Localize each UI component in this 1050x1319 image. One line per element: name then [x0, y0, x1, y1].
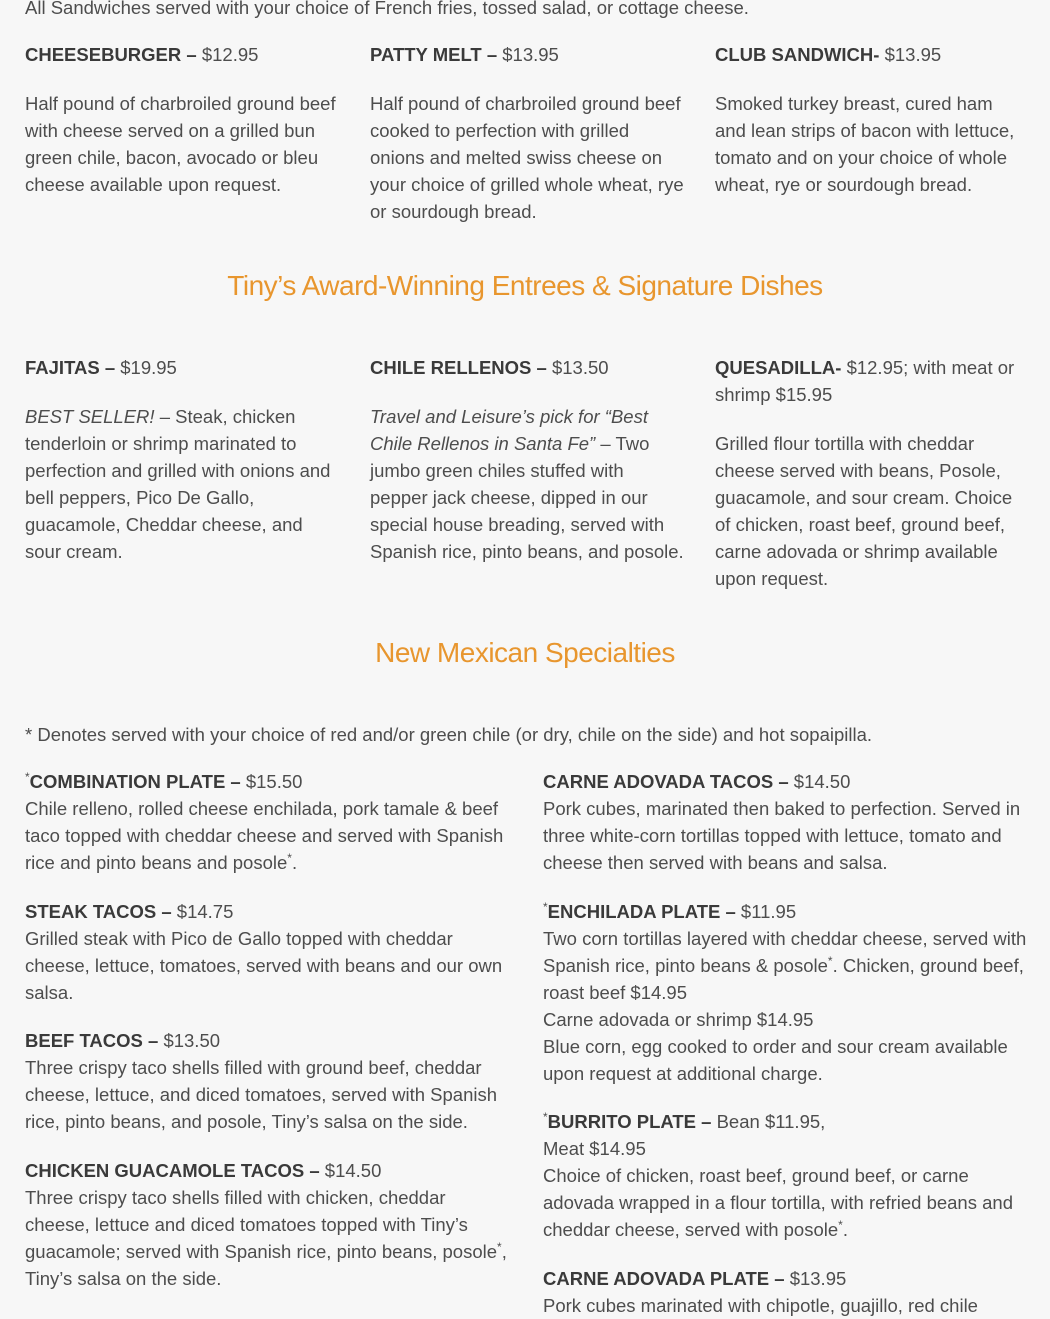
chile-marker: * — [543, 1110, 548, 1124]
item-description-tail: , Tiny’s salsa on the side. — [25, 1241, 507, 1289]
item-name: FAJITAS – — [25, 357, 116, 378]
item-description-tail: . — [291, 852, 298, 873]
item-price: $13.95 — [502, 44, 559, 65]
item-description: Pork cubes marinated with chipotle, guajillo, red chile — [543, 1295, 978, 1316]
item-description: Grilled flour tortilla with cheddar cheese served with beans, Posole, guacamole, and sour cream. Choice of chicken, roast beef, ground beef, carne adovada or shrimp available upon request. — [715, 433, 1013, 589]
item-price: $15.50 — [245, 771, 303, 792]
item-description: Two corn tortillas layered with cheddar cheese, served with Spanish rice, pinto beans & posole — [543, 928, 1027, 976]
item-description: Smoked turkey breast, cured ham and lean strips of bacon with lettuce, tomato and on your choice of whole wheat, rye or sourdough bread. — [715, 93, 1015, 195]
item-description-block — [370, 403, 685, 565]
item-price: $13.50 — [163, 1030, 221, 1051]
item-option-line: Blue corn, egg cooked to order and sour cream available upon request at additional charge. — [543, 1036, 1008, 1084]
section-heading-specialties: New Mexican Specialties — [375, 637, 675, 668]
menu-item-carne-adovada-plate — [543, 1265, 1028, 1319]
item-price: $14.75 — [176, 901, 234, 922]
item-name: CHEESEBURGER – — [25, 44, 197, 65]
menu-item-combination-plate — [25, 768, 510, 876]
menu-item-burrito-plate — [543, 1108, 1028, 1243]
menu-item-patty-melt — [370, 41, 685, 225]
specialties-note: * Denotes served with your choice of red and/or green chile (or dry, chile on the side) and hot sopaipilla. — [25, 724, 873, 745]
item-description: Chile relleno, rolled cheese enchilada, pork tamale & beef taco topped with cheddar cheese and served with Spanish rice and pinto beans and posole — [25, 798, 504, 873]
item-price: $12.95; with meat or shrimp $15.95 — [715, 357, 1015, 405]
item-price: $13.95 — [789, 1268, 847, 1289]
item-description: Half pound of charbroiled ground beef with cheese served on a grilled bun green chile, bacon, avocado or bleu cheese available upon request. — [25, 93, 336, 195]
menu-item-quesadilla — [715, 354, 1025, 592]
menu-item-chile-rellenos — [370, 354, 685, 565]
chile-marker: * — [838, 1218, 843, 1232]
item-name: CARNE ADOVADA PLATE – — [543, 1268, 785, 1289]
item-name: CARNE ADOVADA TACOS – — [543, 771, 789, 792]
menu-item-carne-adovada-tacos — [543, 768, 1028, 876]
item-name: CHILE RELLENOS – — [370, 357, 547, 378]
item-description: Half pound of charbroiled ground beef cooked to perfection with grilled onions and melted swiss cheese on your choice of grilled whole wheat, rye or sourdough bread. — [370, 93, 684, 222]
item-name: BEEF TACOS – — [25, 1030, 159, 1051]
item-name: QUESADILLA- — [715, 357, 842, 378]
item-description-block — [25, 403, 340, 565]
menu-item-enchilada-plate — [543, 898, 1028, 1087]
item-highlight: BEST SELLER! — [25, 406, 155, 427]
item-name: STEAK TACOS – — [25, 901, 172, 922]
item-price: $11.95 — [740, 901, 797, 922]
item-description: – Steak, chicken tenderloin or shrimp marinated to perfection and grilled with onions and bell peppers, Pico De Gallo, guacamole, Cheddar cheese, and sour cream. — [25, 406, 331, 562]
item-price: Bean $11.95, — [716, 1111, 826, 1132]
item-option-line: Carne adovada or shrimp $14.95 — [543, 1009, 814, 1030]
item-description: Grilled steak with Pico de Gallo topped with cheddar cheese, lettuce, tomatoes, served with beans and our own salsa. — [25, 928, 503, 1003]
item-price: $12.95 — [201, 44, 259, 65]
chile-marker: * — [287, 851, 292, 865]
item-description-tail: . — [842, 1219, 848, 1240]
item-name: CLUB SANDWICH- — [715, 44, 880, 65]
item-name: CHICKEN GUACAMOLE TACOS – — [25, 1160, 320, 1181]
menu-item-club-sandwich — [715, 41, 1025, 198]
item-description: Pork cubes, marinated then baked to perfection. Served in three white-corn tortillas topped with lettuce, tomato and cheese then served with beans and salsa. — [543, 798, 1021, 873]
item-price: $13.50 — [551, 357, 609, 378]
chile-marker: * — [497, 1240, 502, 1254]
section-heading-entrees: Tiny’s Award-Winning Entrees & Signature Dishes — [227, 270, 823, 301]
item-name: COMBINATION PLATE – — [29, 771, 241, 792]
item-description: Choice of chicken, roast beef, ground beef, or carne adovada wrapped in a flour tortilla, with refried beans and cheddar cheese, served with posole — [543, 1165, 1013, 1240]
item-name: BURRITO PLATE – — [547, 1111, 712, 1132]
menu-item-beef-tacos — [25, 1027, 510, 1135]
item-description: Three crispy taco shells filled with chicken, cheddar cheese, lettuce and diced tomatoes topped with Tiny’s guacamole; served with Spanish rice, pinto beans, posole — [25, 1187, 498, 1262]
menu-item-chicken-guacamole-tacos — [25, 1157, 510, 1292]
menu-item-fajitas — [25, 354, 340, 565]
chile-marker: * — [827, 954, 833, 968]
item-description: – Two jumbo green chiles stuffed with pepper jack cheese, dipped in our special house breading, served with Spanish rice, pinto beans, and posole. — [370, 433, 684, 562]
item-price: $14.50 — [324, 1160, 382, 1181]
item-name: ENCHILADA PLATE – — [547, 901, 736, 922]
sandwiches-intro: All Sandwiches served with your choice of French fries, tossed salad, or cottage cheese. — [25, 0, 749, 18]
item-price: $13.95 — [884, 44, 942, 65]
chile-marker: * — [25, 770, 30, 784]
item-price: $14.50 — [793, 771, 851, 792]
item-name: PATTY MELT – — [370, 44, 498, 65]
item-price: $19.95 — [120, 357, 177, 378]
chile-marker: * — [543, 900, 548, 914]
menu-item-cheeseburger — [25, 41, 340, 198]
item-description-tail: . Chicken, ground beef, roast beef $14.95 — [543, 955, 1024, 1003]
menu-item-steak-tacos — [25, 898, 510, 1006]
item-highlight: Travel and Leisure’s pick for “Best Chile Rellenos in Santa Fe” — [370, 406, 648, 454]
item-description: Three crispy taco shells filled with ground beef, cheddar cheese, lettuce, and diced tomatoes, served with Spanish rice, pinto beans, and posole, Tiny’s salsa on the side. — [25, 1057, 498, 1132]
item-price-secondary: Meat $14.95 — [543, 1138, 646, 1159]
